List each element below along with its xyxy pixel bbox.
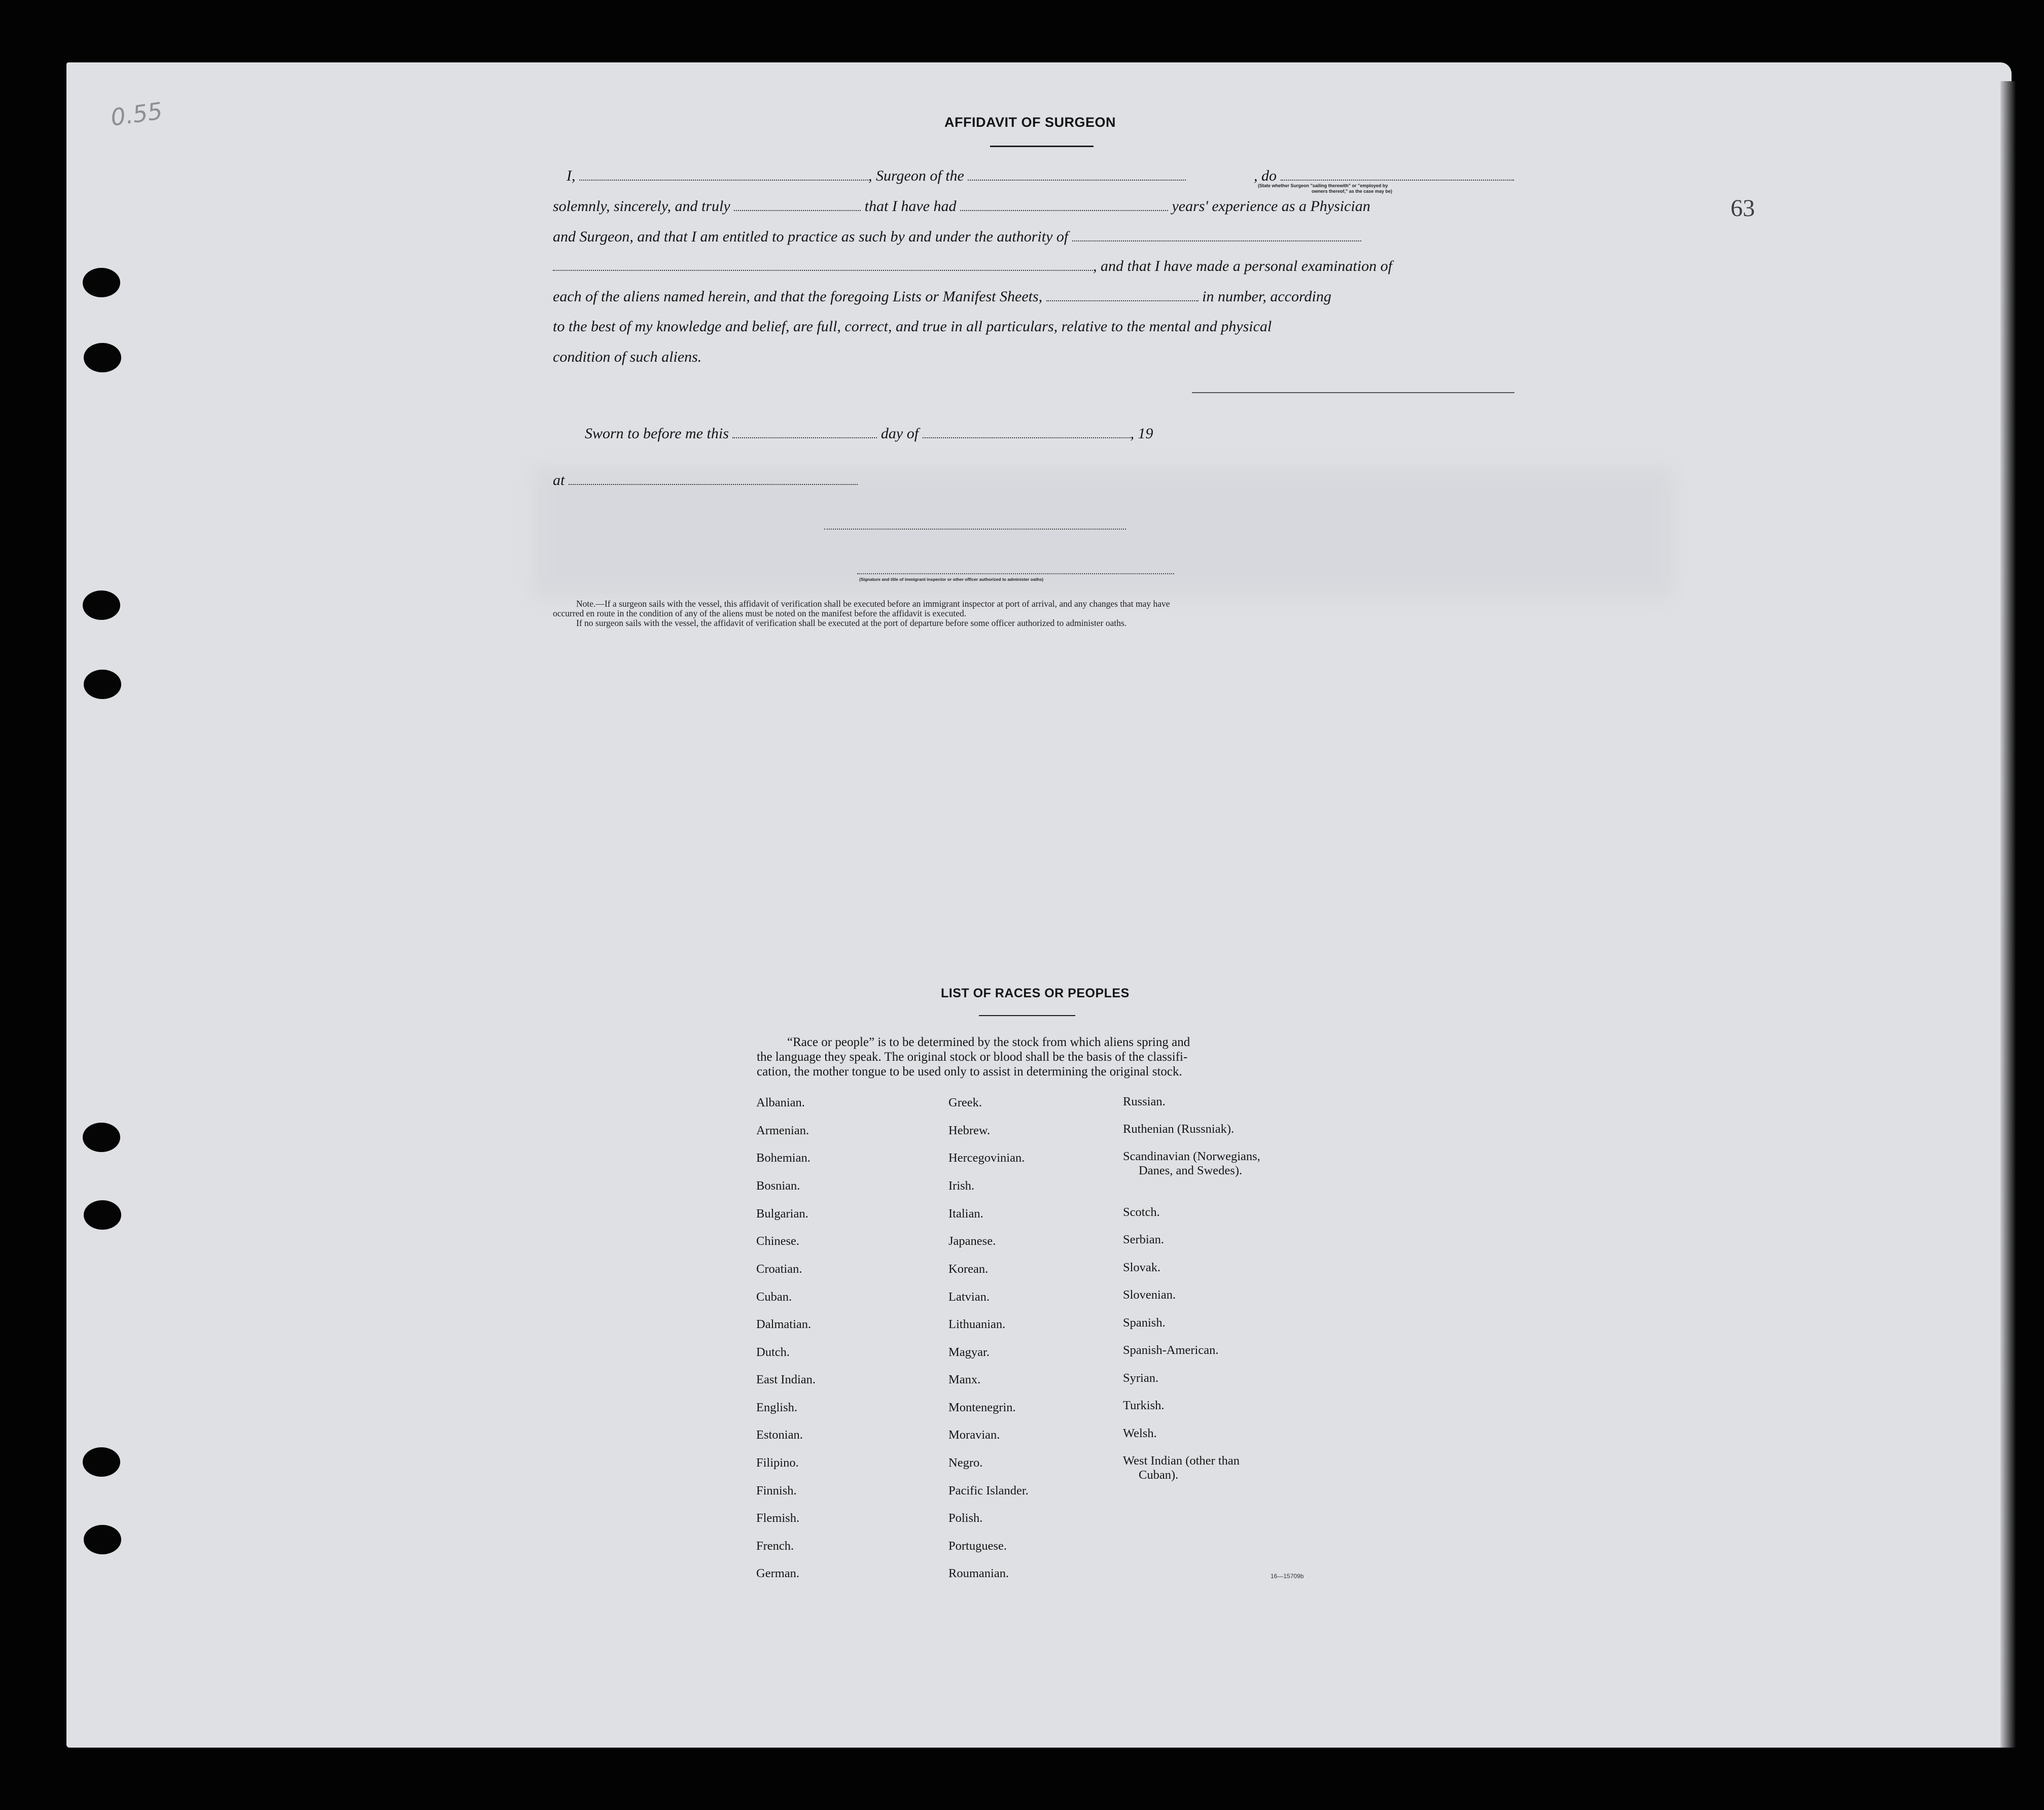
race-item: Bohemian. (756, 1151, 810, 1165)
affidavit-line-6: to the best of my knowledge and belief, are full, correct, and true in all particulars, relative to the mental and physical (553, 318, 1272, 335)
authority-field[interactable] (1072, 240, 1361, 241)
race-item: Korean. (948, 1262, 989, 1276)
affidavit-line-3: and Surgeon, and that I am entitled to practice as such by and under the authority of (553, 228, 1361, 246)
affidavit-line-4: , and that I have made a personal examination of (553, 258, 1392, 275)
page-number: 63 (1731, 195, 1755, 222)
surgeon-name-field[interactable] (579, 180, 868, 181)
binder-hole (84, 1200, 121, 1230)
race-item: Turkish. (1123, 1399, 1165, 1412)
pencil-mark: 0.55 (109, 97, 164, 131)
oath-type-field[interactable] (734, 210, 861, 211)
binder-hole (84, 343, 121, 372)
races-intro (757, 1035, 1305, 1079)
race-item: Roumanian. (948, 1567, 1009, 1580)
races-intro-line-1: “Race or people” is to be determined by the stock from which aliens spring and (787, 1035, 1190, 1049)
vessel-name-field[interactable] (968, 180, 1186, 181)
race-item: East Indian. (756, 1373, 816, 1386)
race-item: Dutch. (756, 1345, 790, 1359)
race-item: German. (756, 1567, 800, 1580)
race-item: Spanish-American. (1123, 1343, 1219, 1357)
race-item: Moravian. (948, 1428, 1000, 1442)
sworn-day-field[interactable] (732, 437, 877, 438)
binder-hole (84, 670, 121, 699)
race-item: Filipino. (756, 1456, 799, 1470)
affidavit-line-1-tail: , do (1254, 167, 1514, 185)
race-item: Croatian. (756, 1262, 802, 1276)
race-item: Bosnian. (756, 1179, 800, 1193)
race-item: Finnish. (756, 1484, 797, 1498)
race-item: Ruthenian (Russniak). (1123, 1122, 1235, 1136)
race-item-continued: Cuban). (1139, 1468, 1179, 1482)
form-number: 16—15709b (1271, 1573, 1304, 1580)
race-item: Lithuanian. (948, 1317, 1006, 1331)
race-item: Negro. (948, 1456, 983, 1470)
race-item: Greek. (948, 1096, 982, 1109)
races-intro-line-3: cation, the mother tongue to be used only to assist in determining the original stock. (757, 1065, 1182, 1078)
affidavit-line-7: condition of such aliens. (553, 349, 702, 365)
note-line-3: If no surgeon sails with the vessel, the affidavit of verification shall be executed at the port of departure before some officer authorized to administer oaths. (576, 618, 1127, 628)
surgeon-status-caption-2: owners thereof," as the case may be) (1312, 189, 1392, 194)
race-item: Irish. (948, 1179, 975, 1193)
title-underline (990, 146, 1094, 147)
surgeon-status-caption-1: (State whether Surgeon "sailing therewith" or "employed by (1258, 183, 1388, 188)
paper-sheet (66, 62, 2012, 1748)
races-title: LIST OF RACES OR PEOPLES (941, 986, 1130, 1000)
race-item: Polish. (948, 1511, 983, 1525)
binder-hole (84, 1525, 121, 1554)
race-item: Serbian. (1123, 1233, 1164, 1246)
race-item: Russian. (1123, 1095, 1166, 1108)
signature-caption: (Signature and title of immigrant inspector or other officer authorized to administer oaths) (859, 577, 1044, 582)
race-item: Chinese. (756, 1234, 800, 1248)
at-place-field[interactable] (569, 484, 858, 485)
sheet-edge-shadow (2000, 81, 2016, 1748)
inspector-title-line[interactable] (857, 573, 1174, 574)
affidavit-line-2: solemnly, sincerely, and truly that I have had years' experience as a Physician (553, 198, 1370, 215)
race-item: Manx. (948, 1373, 981, 1386)
race-item: Estonian. (756, 1428, 803, 1442)
race-item: Slovenian. (1123, 1288, 1176, 1302)
inspector-signature-line[interactable] (824, 529, 1126, 530)
binder-hole (83, 1123, 120, 1152)
race-item: Slovak. (1123, 1261, 1161, 1274)
race-item: Armenian. (756, 1124, 809, 1137)
affidavit-title: AFFIDAVIT OF SURGEON (944, 115, 1116, 130)
affidavit-line-1: I, , Surgeon of the (567, 167, 1186, 185)
race-item: Flemish. (756, 1511, 800, 1525)
years-experience-field[interactable] (960, 210, 1168, 211)
race-item: Pacific Islander. (948, 1484, 1029, 1498)
affidavit-line-5: each of the aliens named herein, and that the foregoing Lists or Manifest Sheets, in number, according (553, 288, 1331, 305)
race-item: Portuguese. (948, 1539, 1007, 1553)
authority-field-continued[interactable] (553, 270, 1093, 271)
race-item: Welsh. (1123, 1426, 1157, 1440)
binder-hole (83, 590, 120, 620)
race-item: Bulgarian. (756, 1207, 808, 1221)
race-item: Dalmatian. (756, 1317, 812, 1331)
race-item: Spanish. (1123, 1316, 1166, 1330)
race-item: Italian. (948, 1207, 983, 1221)
race-item-continued: Danes, and Swedes). (1139, 1164, 1243, 1177)
race-item: English. (756, 1401, 797, 1414)
races-title-underline (979, 1015, 1075, 1016)
note-line-1: Note.—If a surgeon sails with the vessel, this affidavit of verification shall be executed before an immigrant inspector at port of arrival, and any changes that may have (576, 599, 1170, 609)
race-item: Hebrew. (948, 1124, 991, 1137)
race-item: Montenegrin. (948, 1401, 1016, 1414)
sworn-line: Sworn to before me this day of , 19 (585, 425, 1153, 442)
race-item: French. (756, 1539, 794, 1553)
surgeon-status-field[interactable] (1281, 180, 1514, 181)
race-item: Albanian. (756, 1096, 805, 1109)
sworn-month-field[interactable] (923, 437, 1131, 438)
race-item: West Indian (other than (1123, 1454, 1240, 1468)
race-item: Latvian. (948, 1290, 990, 1304)
race-item: Scandinavian (Norwegians, (1123, 1150, 1260, 1163)
race-item: Syrian. (1123, 1371, 1159, 1385)
surgeon-signature-line[interactable] (1192, 392, 1514, 393)
races-intro-line-2: the language they speak. The original stock or blood shall be the basis of the classifi- (757, 1050, 1188, 1064)
binder-hole (83, 268, 120, 297)
race-item: Hercegovinian. (948, 1151, 1025, 1165)
at-line: at (553, 472, 858, 489)
note-line-2: occurred en route in the condition of any of the aliens must be noted on the manifest before the affidavit is executed. (553, 608, 967, 618)
race-item: Magyar. (948, 1345, 990, 1359)
race-item: Cuban. (756, 1290, 792, 1304)
sheet-count-field[interactable] (1046, 300, 1199, 301)
race-item: Japanese. (948, 1234, 996, 1248)
binder-hole (83, 1447, 120, 1477)
race-item: Scotch. (1123, 1205, 1160, 1219)
